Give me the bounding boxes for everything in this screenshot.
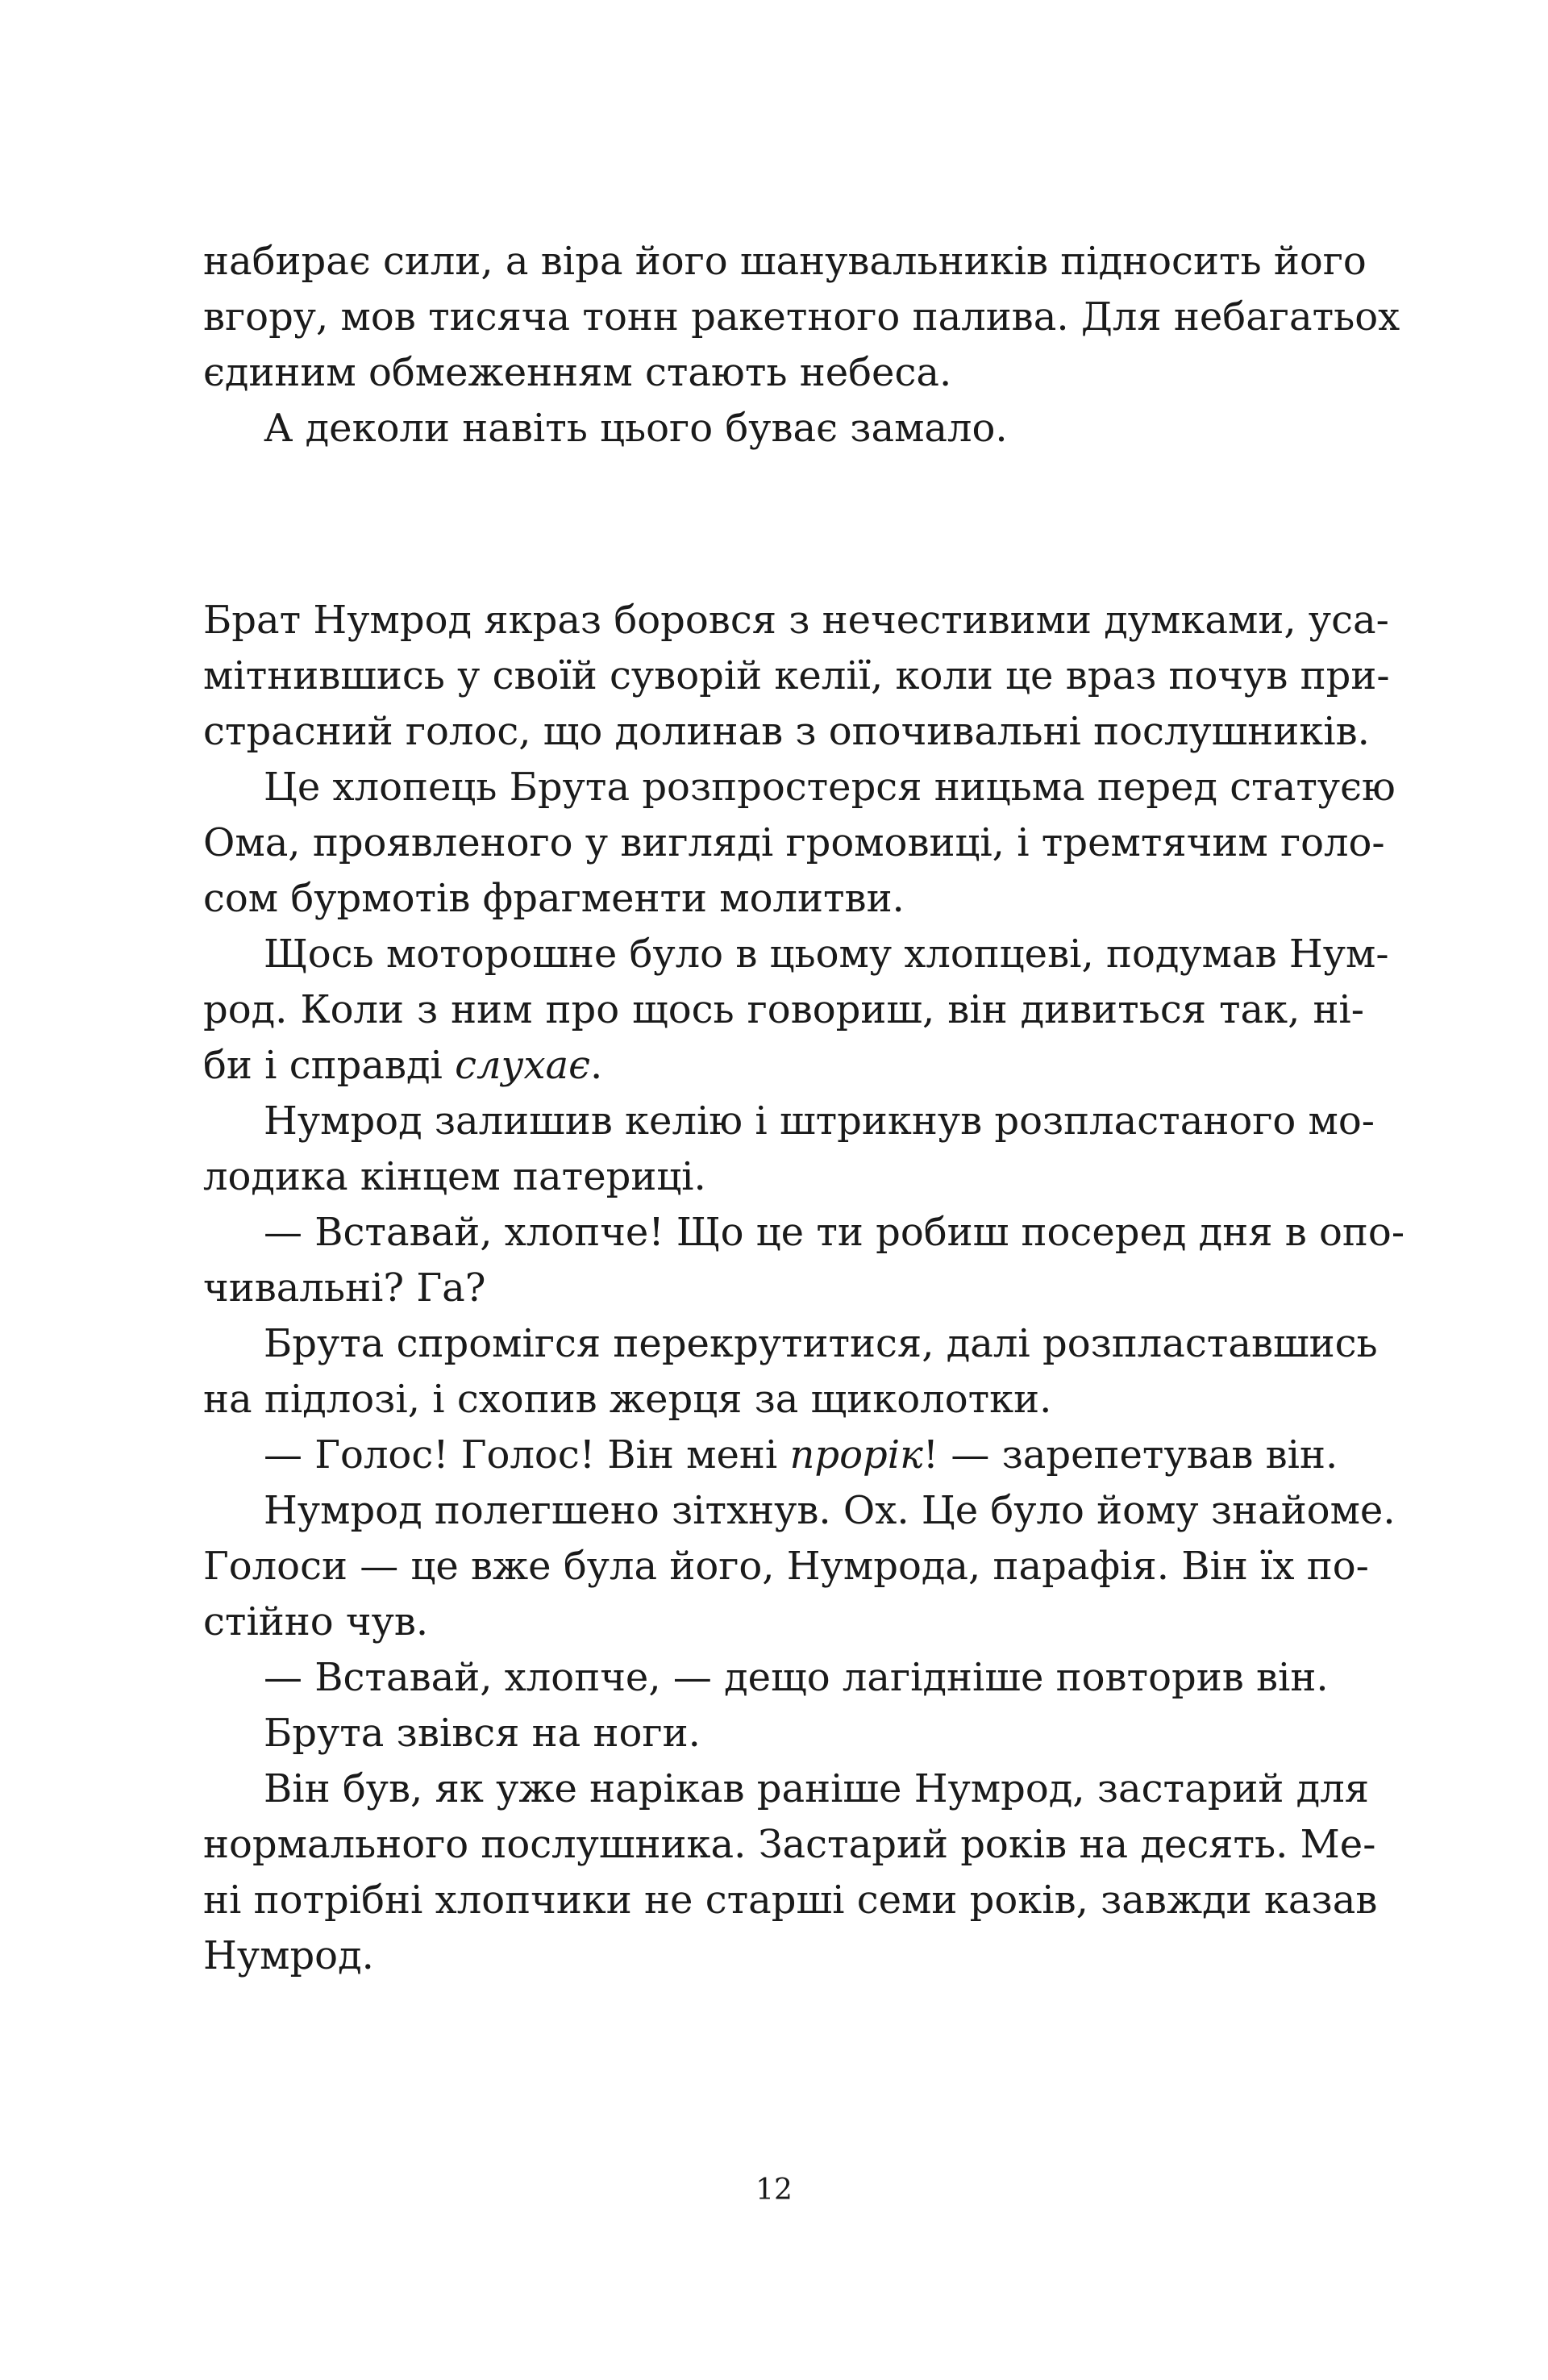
text-line: єдиним обмеженням стають небеса. — [203, 350, 952, 395]
paragraph — [203, 1205, 1405, 1316]
text-line: род. Коли з ним про щось говориш, він дивиться так, ні- — [203, 987, 1364, 1032]
text-line: Брат Нумрод якраз боровся з нечестивими думками, уса- — [203, 598, 1389, 643]
emphasis-text: прорік — [789, 1432, 923, 1478]
paragraph-continued — [203, 234, 1400, 401]
text-run: ! — зарепетував він. — [922, 1432, 1338, 1478]
text-line: Він був, як уже нарікав раніше Нумрод, застарий для — [264, 1766, 1369, 1811]
text-line — [203, 1038, 1364, 1094]
paragraph — [203, 1316, 1378, 1428]
text-section-2 — [203, 593, 1405, 1984]
emphasis-text: слухає — [455, 1043, 591, 1088]
text-line: А деколи навіть цього буває замало. — [264, 406, 1008, 451]
text-line: — Вставай, хлопче! Що це ти робиш посеред дня в опо- — [264, 1210, 1405, 1255]
text-line: Нумрод. — [203, 1933, 374, 1978]
paragraph — [203, 1761, 1378, 1984]
text-line: стійно чув. — [203, 1599, 429, 1644]
text-section-1 — [203, 234, 1400, 456]
text-line: Голоси — це вже була його, Нумрода, парафія. Він їх по- — [203, 1544, 1369, 1589]
text-line: Щось моторошне було в цьому хлопцеві, подумав Нум- — [264, 932, 1389, 977]
text-line: Нумрод залишив келію і штрикнув розпластаного мо- — [264, 1098, 1375, 1144]
paragraph — [203, 593, 1390, 760]
text-line: на підлозі, і схопив жерця за щиколотки. — [203, 1377, 1052, 1422]
text-line: страсний голос, що долинав з опочивальні послушників. — [203, 709, 1370, 754]
paragraph — [203, 1650, 1364, 1706]
text-line: набирає сили, а віра його шанувальників підносить його — [203, 239, 1367, 284]
text-line: Нумрод полегшено зітхнув. Ох. Це було йому знайоме. — [264, 1488, 1396, 1533]
page-number: 12 — [755, 2174, 793, 2207]
paragraph — [203, 401, 1364, 456]
text-line — [203, 1428, 1364, 1483]
text-line: Це хлопець Брута розпростерся ницьма перед статуєю — [264, 765, 1396, 810]
text-line: лодика кінцем патериці. — [203, 1154, 706, 1199]
text-line: нормального послушника. Застарий років на десять. Ме- — [203, 1822, 1376, 1867]
paragraph — [203, 927, 1389, 1094]
paragraph — [203, 760, 1396, 927]
text-line: — Вставай, хлопче, — дещо лагідніше повторив він. — [264, 1655, 1329, 1700]
paragraph — [203, 1483, 1396, 1650]
text-line: мітнившись у своїй суворій келії, коли це враз почув при- — [203, 653, 1390, 698]
text-line: Брута спромігся перекрутитися, далі розпластавшись — [264, 1321, 1378, 1366]
text-line: вгору, мов тисяча тонн ракетного палива. Для небагатьох — [203, 294, 1400, 340]
text-line: ні потрібні хлопчики не старші семи років, завжди казав — [203, 1878, 1378, 1923]
text-line: Ома, проявленого у вигляді громовиці, і тремтячим голо- — [203, 820, 1385, 865]
text-line: сом бурмотів фрагменти молитви. — [203, 876, 905, 921]
paragraph — [203, 1428, 1364, 1483]
paragraph — [203, 1094, 1375, 1205]
text-line: Брута звівся на ноги. — [264, 1711, 701, 1756]
paragraph — [203, 1706, 1364, 1761]
text-run: — Голос! Голос! Він мені — [264, 1432, 790, 1478]
text-run: би і справді — [203, 1043, 456, 1088]
text-line: чивальні? Га? — [203, 1265, 486, 1311]
text-run: . — [590, 1043, 603, 1088]
